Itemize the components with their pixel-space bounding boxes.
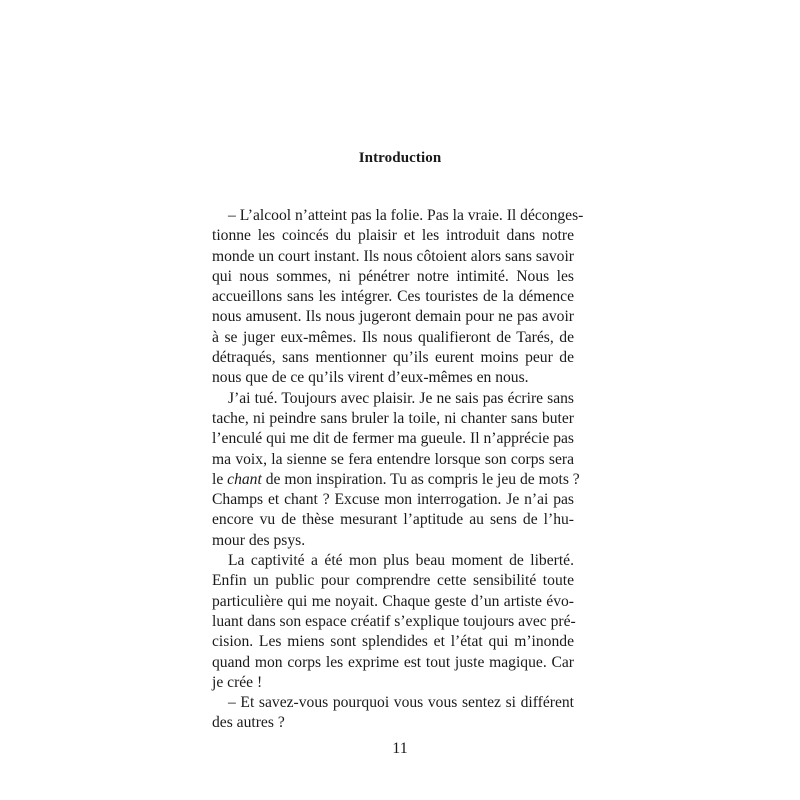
text-line: – Et savez-vous pourquoi vous vous sentez si différent <box>228 694 574 712</box>
body-text <box>212 206 584 734</box>
text-line: cision. Les miens sont splendides et l’état qui m’inonde <box>212 633 574 651</box>
text-line: détraqués, sans mentionner qu’ils eurent moins peur de <box>212 349 574 367</box>
chapter-title: Introduction <box>358 150 442 166</box>
text-line: J’ai tué. Toujours avec plaisir. Je ne sais pas écrire sans <box>228 389 574 407</box>
text-line: l’enculé qui me dit de fermer ma gueule. Il n’apprécie pas <box>212 430 574 448</box>
text-line: mour des psys. <box>212 531 306 549</box>
text-line: encore vu de thèse mesurant l’aptitude au sens de l’hu- <box>212 511 574 529</box>
text-line: particulière qui me noyait. Chaque geste d’un artiste évo- <box>212 592 574 610</box>
text-line: – L’alcool n’atteint pas la folie. Pas la vraie. Il déconges- <box>228 207 584 224</box>
text-line: qui nous sommes, ni pénétrer notre intimité. Nous les <box>212 267 574 285</box>
text-line: accueillons sans les intégrer. Ces touristes de la démence <box>212 288 574 306</box>
text-line: nous que de ce qu’ils virent d’eux-mêmes en nous. <box>212 369 529 387</box>
text-line: tionne les coincés du plaisir et les introduit dans notre <box>212 227 574 245</box>
text-line: monde un court instant. Ils nous côtoient alors sans savoir <box>212 247 574 265</box>
text-line: des autres ? <box>212 714 285 732</box>
text-line: Enfin un public pour comprendre cette sensibilité toute <box>212 572 574 590</box>
text-line: à se juger eux-mêmes. Ils nous qualifieront de Tarés, de <box>212 328 574 346</box>
text-line: luant dans son espace créatif s’explique toujours avec pré- <box>212 612 576 630</box>
text-line: le chant de mon inspiration. Tu as compris le jeu de mots ? <box>212 470 580 488</box>
text-line: Champs et chant ? Excuse mon interrogation. Je n’ai pas <box>212 491 574 509</box>
page-number: 11 <box>392 740 408 757</box>
text-line: nous amusent. Ils nous jugeront demain pour ne pas avoir <box>212 308 574 326</box>
text-line: La captivité a été mon plus beau moment de liberté. <box>228 552 574 570</box>
text-line: quand mon corps les exprime est tout juste magique. Car <box>212 653 574 671</box>
text-line: je crée ! <box>212 673 263 691</box>
text-line: ma voix, la sienne se fera entendre lorsque son corps sera <box>212 450 574 468</box>
text-line: tache, ni peindre sans bruler la toile, ni chanter sans buter <box>212 409 574 427</box>
